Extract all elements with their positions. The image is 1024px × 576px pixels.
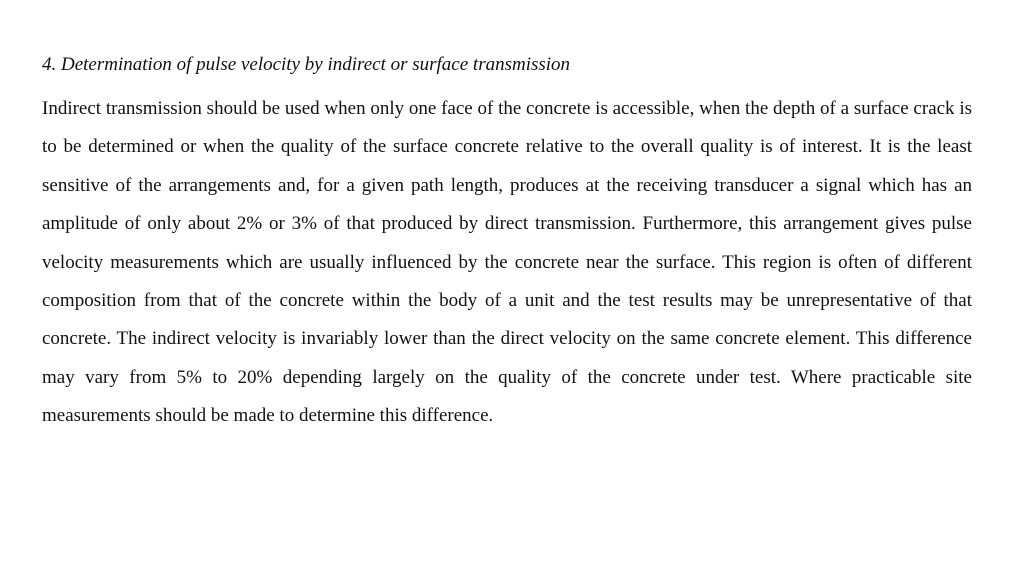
- section-heading: 4. Determination of pulse velocity by indirect or surface transmission: [42, 54, 571, 75]
- body-paragraph: Indirect transmission should be used when only one face of the concrete is accessible, when the depth of a surface crack is to be determined or when the quality of the surface concrete relative to the overall quality is of interest. It is the least sensitive of the arrangements and, for a given path length, produces at the receiving transducer a signal which has an amplitude of only about 2% or 3% of that produced by direct transmission. Furthermore, this arrangement gives pulse velocity measurements which are usually influenced by the concrete near the surface. This region is often of different composition from that of the concrete within the body of a unit and the test results may be unrepresentative of that concrete. The indirect velocity is invariably lower than the direct velocity on the same concrete element. This difference may vary from 5% to 20% depending largely on the quality of the concrete under test. Where practicable site measurements should be made to determine this difference.: [42, 98, 972, 427]
